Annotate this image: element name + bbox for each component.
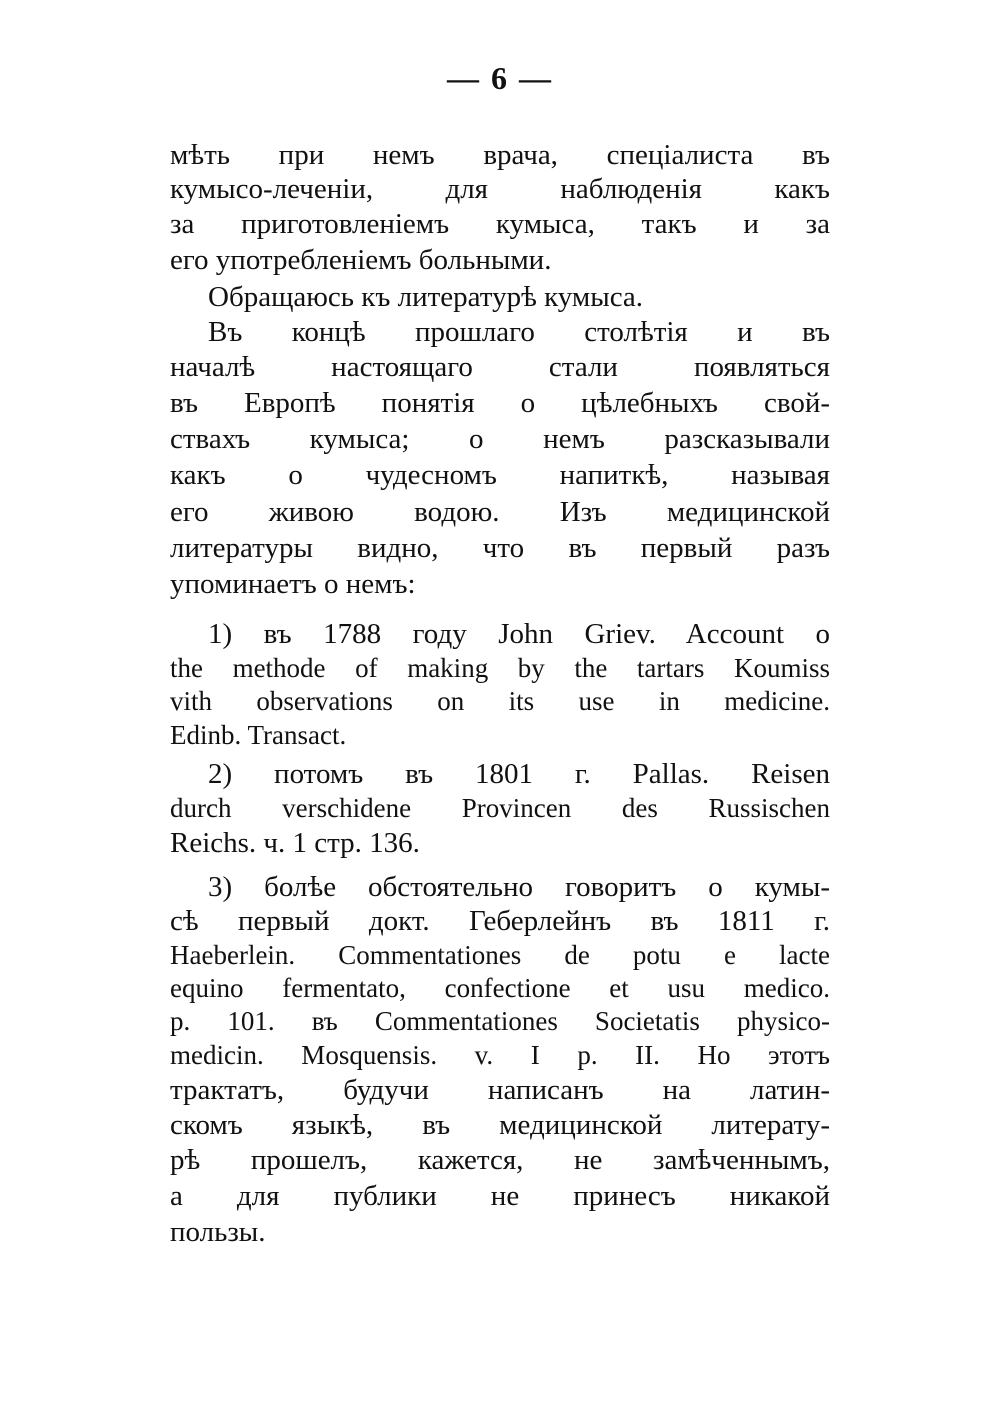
text-line: Reichs. ч. 1 стр. 136. xyxy=(170,827,420,859)
text-line: 1) въ 1788 году John Griev. Account o xyxy=(208,618,830,650)
text-line: его живою водою. Изъ медицинской xyxy=(170,496,830,528)
text-line: въ Европѣ понятія о цѣлебныхъ свой- xyxy=(170,387,830,419)
text-line: трактатъ, будучи написанъ на латин- xyxy=(170,1074,830,1106)
text-line: литературы видно, что въ первый разъ xyxy=(170,532,830,564)
text-line: ствахъ кумыса; о немъ разсказывали xyxy=(170,423,830,455)
text-line: его употребленіемъ больными. xyxy=(170,244,552,276)
text-line: какъ о чудесномъ напиткѣ, называя xyxy=(170,459,830,491)
text-line: 3) болѣе обстоятельно говоритъ о кумы- xyxy=(208,871,830,903)
text-line: Въ концѣ прошлаго столѣтія и въ xyxy=(208,316,830,348)
text-line: пользы. xyxy=(170,1216,266,1248)
text-line: 2) потомъ въ 1801 г. Pallas. Reisen xyxy=(208,758,830,790)
text-line: the methode of making by the tartars Koumiss xyxy=(170,653,830,683)
text-line: medicin. Mosquensis. v. I p. II. Но этотъ xyxy=(170,1040,830,1070)
text-line: мѣть при немъ врача, спеціалиста въ xyxy=(170,139,830,171)
text-line: а для публики не принесъ никакой xyxy=(170,1180,830,1212)
text-line: durch verschidene Provincen des Russischen xyxy=(170,793,830,823)
page-number: — 6 — xyxy=(447,60,553,96)
text-line: упоминаетъ о немъ: xyxy=(170,568,416,600)
text-line: за приготовленіемъ кумыса, такъ и за xyxy=(170,208,830,240)
text-line: кумысо-леченіи, для наблюденія какъ xyxy=(170,173,830,205)
text-line: Haeberlein. Commentationes de potu e lacte xyxy=(170,940,830,970)
text-line: equino fermentato, confectione et usu medico. xyxy=(170,973,830,1003)
text-line: началѣ настоящаго стали появляться xyxy=(170,351,830,383)
text-line: Обращаюсь къ литературѣ кумыса. xyxy=(208,281,644,313)
text-line: рѣ прошелъ, кажется, не замѣченнымъ, xyxy=(170,1144,830,1176)
text-line: сѣ первый докт. Геберлейнъ въ 1811 г. xyxy=(170,905,830,937)
text-line: Edinb. Transact. xyxy=(170,720,347,750)
text-line: vith observations on its use in medicine. xyxy=(170,686,830,716)
text-line: скомъ языкѣ, въ медицинской литерату- xyxy=(170,1109,830,1141)
text-line: p. 101. въ Commentationes Societatis physico- xyxy=(170,1006,830,1036)
